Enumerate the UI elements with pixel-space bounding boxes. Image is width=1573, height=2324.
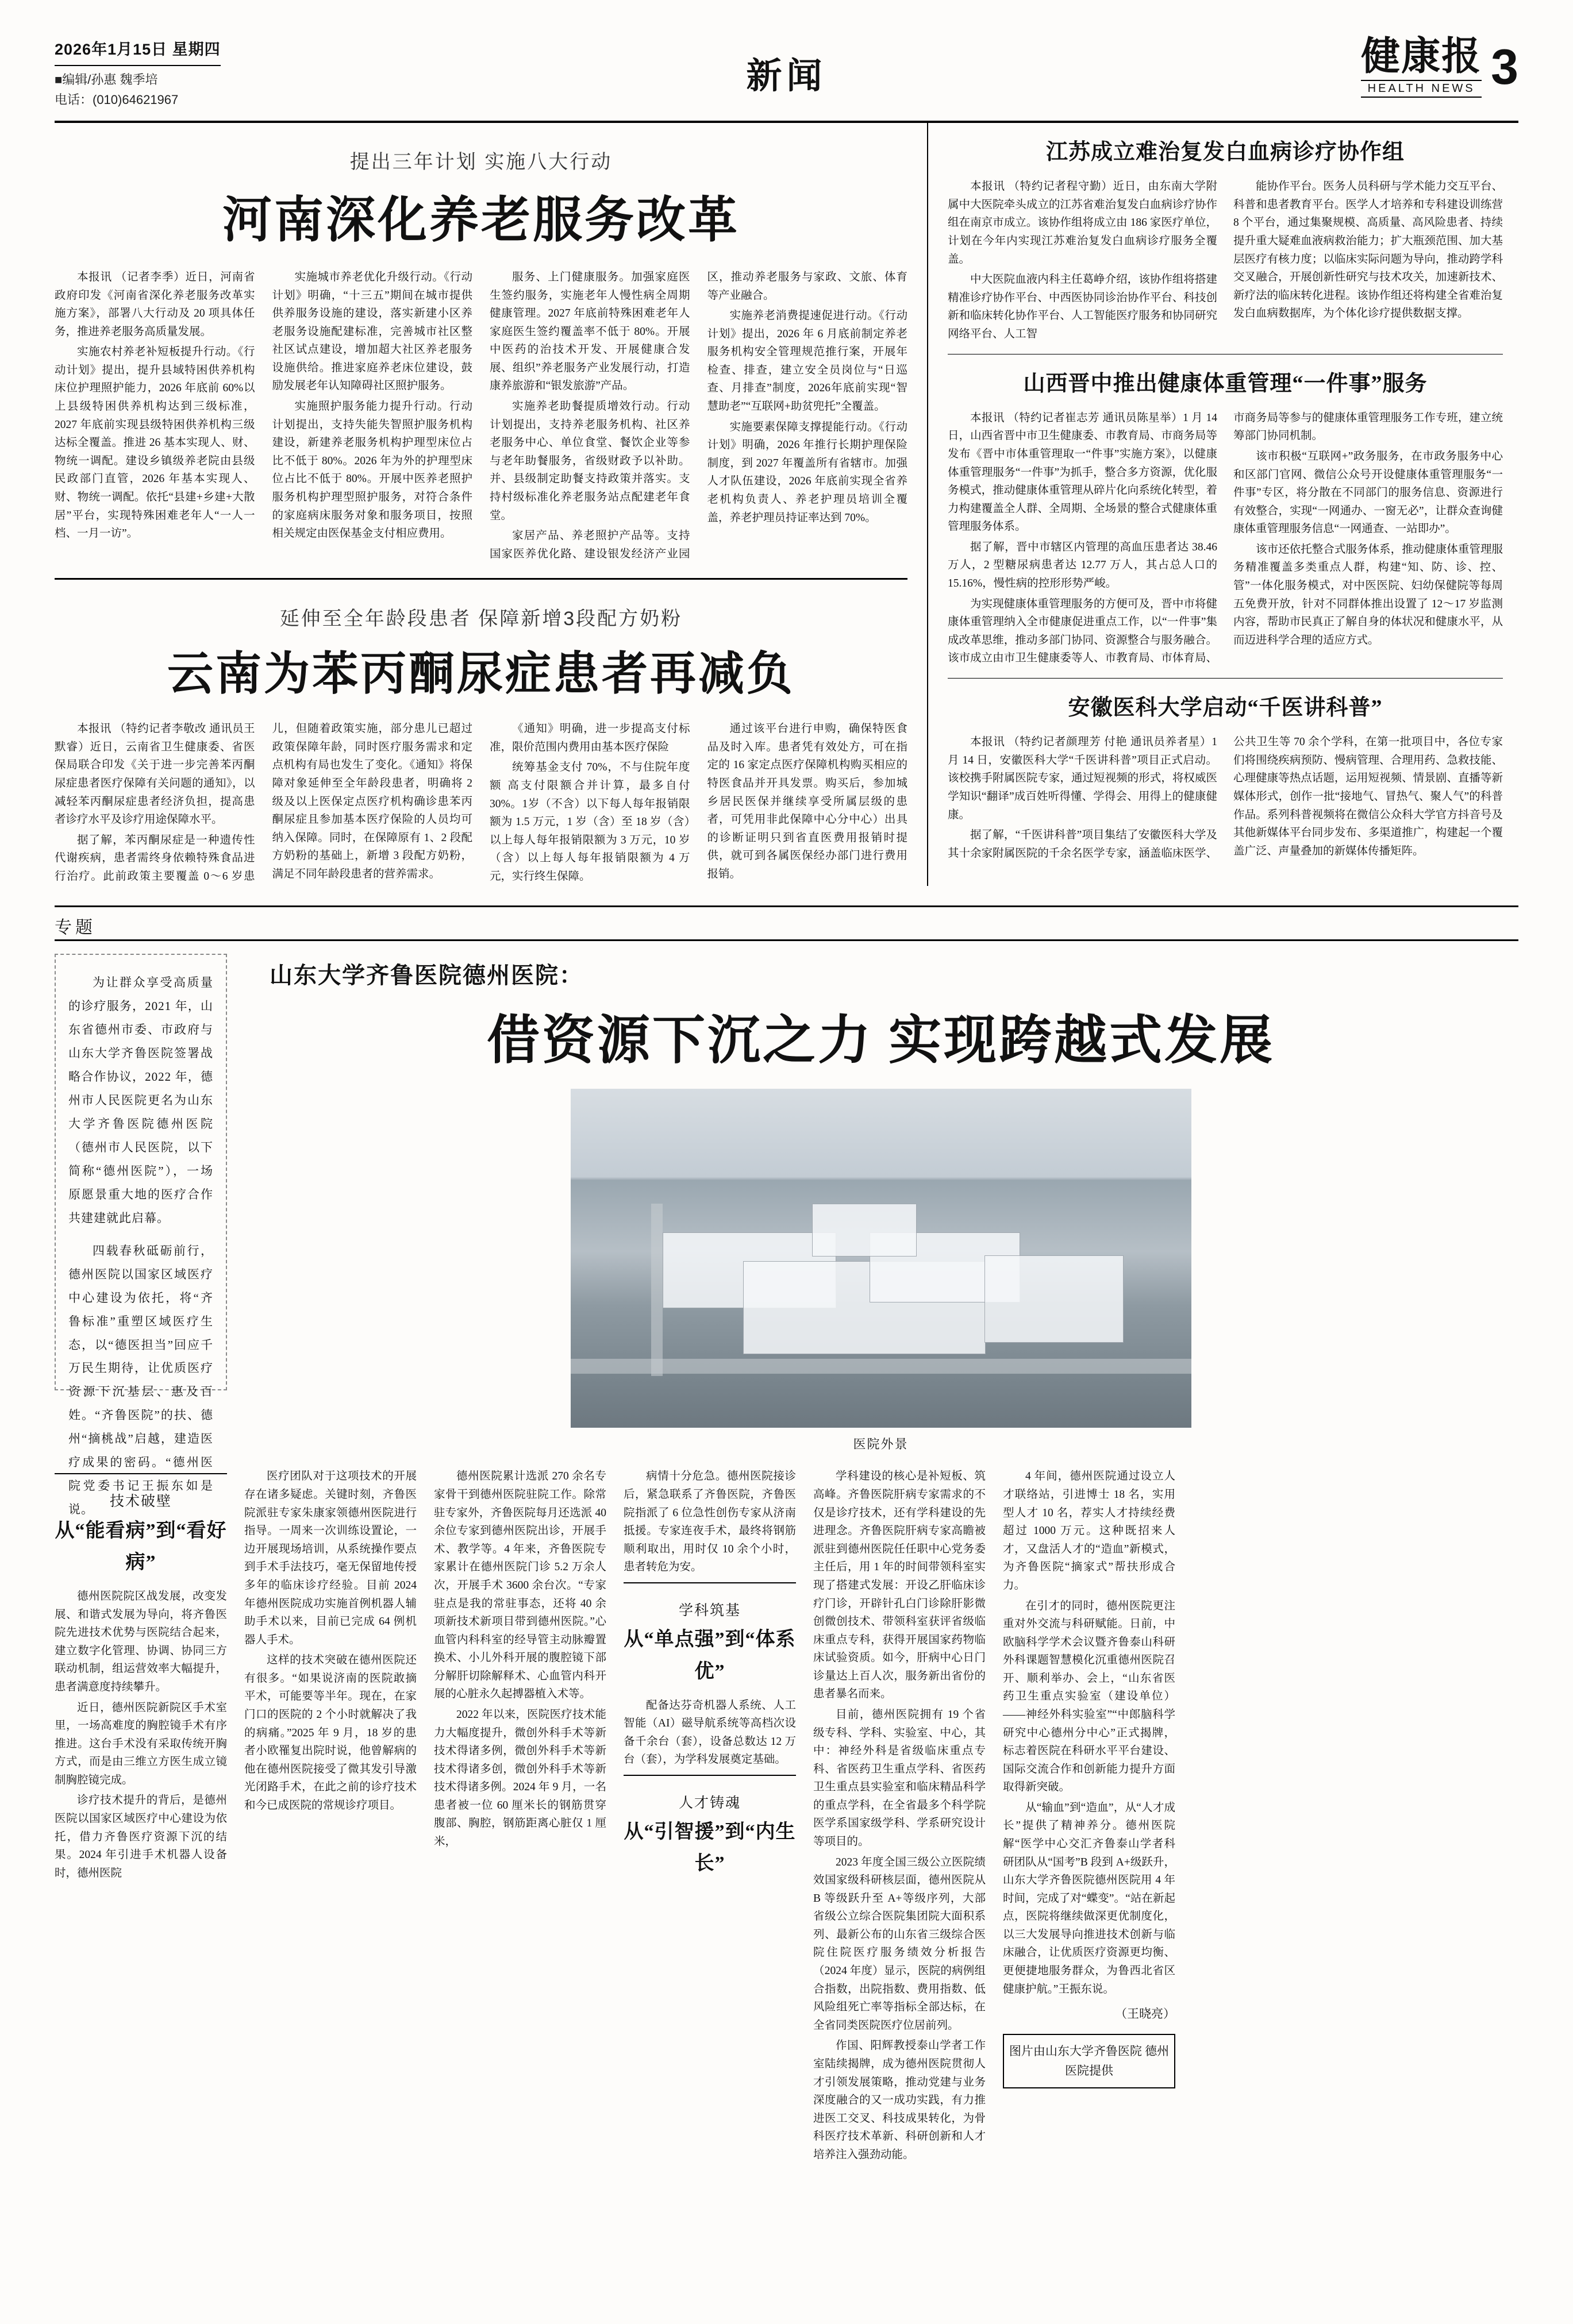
paragraph: 四载春秋砥砺前行，德州医院以国家区域医疗中心建设为依托，将“齐鲁标准”重塑区域医疗生态，以“德医担当”回应千万民生期待，让优质医疗资源下沉基层、惠及百姓。“齐鲁医院”的扶、德州“摘桃战”启越，建造医疗成果的密码。“德州医院党委书记王振东如是说。: [68, 1243, 213, 1517]
subsection-1-head: 从“能看病”到“看好病”: [55, 1520, 227, 1574]
right-story-1-body: [948, 178, 1503, 343]
paragraph: 这样的技术突破在德州医院还有很多。“如果说济南的医院敢摘平术，可能要等半年。现在，在家门口的医院的 2 个小时就解决了我的病痛。”2025 年 9 月，18 岁的患者小欧罹复出院时说，他曾解病的他在德州医院接受了微其发引导激光闭路手术，在此之前的诊疗技术和今已成医院的常规诊疗项目。: [244, 1654, 417, 1812]
paragraph: 本报讯 （特约记者颜理芳 付艳 通讯员养者星）1 月 14 日，安徽医科大学“千医讲科普”项目正式启动。该校携手附属医院专家，通过短视频的形式，将权威医学知识“翻译”成百姓听得懂、学得会、用得上的健康健康。: [948, 736, 1217, 821]
feature-body: [55, 1467, 1518, 2166]
subsection-1-kicker: 技术破壁: [109, 1494, 172, 1510]
paragraph: 学科建设的核心是补短板、筑高峰。齐鲁医院肝病专家需求的不仅是诊疗技术，还有学科建设的先进理念。齐鲁医院肝病专家高瞻被派驻到德州医院任任职中心党务委主任后，用 1 年的时间带领科室实现了搭建式发展：开设乙肝临床诊疗门诊，开辟针孔白门诊除肝影微创微创技术、带领科室获评省级临床重点专科，获得开展国家药物临床试验资质。如今，肝病中心日门诊量达上百人次，服务新出省份的患者暴名而来。: [813, 1470, 986, 1701]
paragraph: 能协作平台。医务人员科研与学术能力交互平台、科普和患者教育平台。医学人才培养和专科建设训练营 8 个平台，通过集聚规模、高质量、高风险患者、持续提升重大疑难血液病救治能力；扩大瓶颈范围、加大基层医疗有核力度；以临床实际问题为导向，推动跨学科交叉融合，开展创新性研究与技术攻关，加速新技术、新疗法的临床转化进程。该协作组还将构建全省难治复发白血病数据库，为个体化诊疗提供数据支撑。: [1233, 180, 1503, 320]
paragraph: 据了解，晋中市辖区内管理的高血压患者达 38.46 万人，2 型糖尿病患者达 12.77 万人，其占总人口的 15.16%，慢性病的控形形势严峻。: [948, 541, 1217, 589]
lead-headline: 河南深化养老服务改革: [222, 192, 740, 248]
paragraph: 通过该平台进行申购，确保特医食品及时入库。患者凭有效处方，可在指定的 16 家定点医疗保障机构购买相应的特医食品并开具发票。购买后，参加城乡居民医保并继续享受所属层级的患者，可凭用非此保障中心分中心）出具的诊断证明只到省直医费用报销时提供，就可到各属医保经办部门进行费用报销。: [707, 723, 907, 880]
paragraph: 2022 年以来，医院医疗技术能力大幅度提升，微创外科手术等新技术得诸多例，微创外科手术等新技术得诸多创，微创外科手术等新技术得诸多例。2024 年 9 月，一名患者被一位 60 厘米长的钢筋贯穿腹部、胸腔，钢筋距离心脏仅 1 厘米，: [434, 1708, 606, 1848]
second-kicker: 延伸至全年龄段患者 保障新增3段配方奶粉: [279, 608, 683, 630]
subsection-2-head: 从“单点强”到“体系优”: [624, 1629, 796, 1682]
paragraph: 该市积极“互联网+”政务服务，在市政务服务中心和区部门官网、微信公众号开设健康体重管理服务“一件事”专区，将分散在不同部门的服务信息、资源进行有效整合，实现“一网通办、一窗无必”，让群众查询健康体重管理服务信息“一网通查、一站即办”。: [1233, 450, 1503, 535]
paragraph: 目前，德州医院拥有 19 个省级专科、学科、实验室、中心，其中：神经外科是省级临床重点专科、省医药卫生重点学科、省医药卫生重点县实验室和临床精品科学的重点学科，在全省最多个科学院医学系国家级学科、学系研究设计等项目的。: [813, 1708, 986, 1848]
section-title: 新闻: [746, 57, 827, 96]
feature-photo-wrap: [571, 1089, 1191, 1452]
paragraph: 据了解，苯丙酮尿症是一种遗传性代谢疾病，患者需终身依赖特殊食品进行治疗。此前政策主要覆盖 0～6 岁患儿，但随着政策实施，部分患儿已超过政策保障年龄，同时医疗服务需求和定点机构有局也发生了变化。《通知》将保障对象延伸至全年龄段患者，明确将 2 级及以上医保定点医疗机构确诊患苯丙酮尿症且参加基本医疗保险的人员均可纳入保障。同时，在保障原有 1、2 段配方奶粉的基础上，新增 3 段配方奶粉，满足不同年龄段患者的营养需求。: [55, 723, 472, 882]
photo-credit-box: 图片由山东大学齐鲁医院 德州医院提供: [1003, 2034, 1175, 2088]
feature-section-label: [55, 905, 1518, 941]
feature-headline: 借资源下沉之力 实现跨越式发展: [486, 1011, 1275, 1070]
paragraph: 作国、阳辉教授泰山学者工作室陆续揭牌，成为德州医院贯彻人才引领发展策略，推动党建与业务深度融合的又一成功实践，有力推进医工交叉、科技成果转化，为骨科医疗技术革新、科研创新和人才培养注入强劲动能。: [813, 2040, 986, 2161]
paragraph: 实施农村养老补短板提升行动。《行动计划》提出，提升县域特困供养机构床位护理照护能力，2026 年底前 60%以上县级特困供养机构达到三级标准，2027 年底前实现县级特困供养机构三级达标全覆盖。推进 26 基本实现人、财、物统一调配。建设乡镇级养老院由县级民政部门直管，2026 年基本实现人、财、物统一调配。依托“县建+乡建+大散居”平台，实现特殊困难老年人“一人一档、一月一访”。: [55, 346, 255, 540]
right-story-3-body: [948, 733, 1503, 862]
feature-byline: （王晓亮）: [1115, 2007, 1175, 2021]
paragraph: 该市还依托整合式服务体系，推动健康体重管理服务精准覆盖多类重点人群，构建“知、防、诊、控、管”一体化服务模式，对中医医院、妇幼保健院等每周五免费开放，针对不同群体推出设置了 12～17 岁监测内容，帮助市民真正了解自身的体状况和健康水平，从而迈进科学合理的适应方式。: [1233, 543, 1503, 646]
paragraph: 实施城市养老优化升级行动。《行动计划》明确，“十三五”期间在城市提供供养服务设施的建设，落实新建小区养老服务设施配建标准，完善城市社区整社区试点建设，增加超大社区养老服务设施供给。推进家庭养老床位建设，鼓励发展老年认知障碍社区照护服务。: [272, 271, 472, 392]
paragraph: 为实现健康体重管理服务的方便可及，晋中市将健康体重管理纳入全市健康促进重点工作，以“一件事”集成改革思维，推动多部门协同、资源整合与服务融合。该市成立由市卫生健康委等人、市教育局、市体育局、市商务局等参与的健康体重管理服务工作专班，建立统筹部门协同机制。: [948, 411, 1503, 665]
feature-col-5: [813, 1467, 986, 2166]
photo-caption: 医院外景: [853, 1437, 909, 1452]
second-body: [55, 720, 907, 886]
masthead-left: [55, 38, 221, 110]
phone-line: 电话：(010)64621967: [55, 93, 179, 107]
paper-name-cn: 健康报: [1361, 34, 1482, 78]
subsection-3: [624, 1775, 796, 1880]
right-story-1-headline: 江苏成立难治复发白血病诊疗协作组: [1045, 140, 1405, 164]
hospital-exterior-photo: [571, 1089, 1191, 1428]
paragraph: 2023 年度全国三级公立医院绩效国家级科研核层面，德州医院从 B 等级跃升至 A+等级序列，大部省级公立综合医院集团院大面积系列、最新公布的山东省三级综合医院住院医疗服务绩效分析报告（2024 年度）显示，医院的病例组合指数，出院指数、费用指数、低风险组死亡率等指标全部达标，在全省同类医院医疗位居前列。: [813, 1856, 986, 2032]
paragraph: 本报讯 （特约记者程守勤）近日，由东南大学附属中大医院牵头成立的江苏省难治复发白血病诊疗协作组在南京市成立。该协作组将成立由 186 家医疗单位，计划在今年内实现江苏难治复发白血病诊疗服务全覆盖。: [948, 180, 1217, 265]
feature-kicker: 山东大学齐鲁医院德州医院：: [270, 962, 583, 989]
divider: [55, 578, 907, 580]
paragraph: 实施照护服务能力提升行动。行动计划提出，支持失能失智照护服务机构建设，新建养老服务机构护理型床位占比不低于 80%。2026 年为外的护理型床位占比不低于 80%。开展中医养老照护服务机构护理型照护服务，对符合条件的家庭病床服务对象和服务项目，按照相关规定由医保基金支付相应费用。: [272, 400, 472, 540]
paragraph: 实施要素保障支撑提能行动。《行动计划》明确，2026 年推行长期护理保险制度，到 2027 年覆盖所有省辖市。加强人才队伍建设，2026 年底前实现全省养老机构负责人、养老护理员培训全覆盖，养老护理员持证率达到 70%。: [707, 421, 907, 524]
left-column: [55, 123, 928, 886]
right-story-3-headline: 安徽医科大学启动“千医讲科普”: [1068, 695, 1383, 720]
paragraph: 本报讯 （特约记者崔志芳 通讯员陈星举）1 月 14 日，山西省晋中市卫生健康委、市教育局、市商务局等发布《晋中市体重管理取一“件事”实施方案》，以健康体重管理服务“一件事”为抓手，整合多方资源，优化服务模式，推动健康体重管理从碎片化向系统化转型，着力构建覆盖全人群、全周期、全场景的整合式健康体重管理服务体系。: [948, 411, 1217, 533]
publication-date: 2026年1月15日 星期四: [55, 38, 221, 66]
subsection-2-kicker: 学科筑基: [678, 1602, 741, 1618]
paragraph: 本报讯 （记者李季）近日，河南省政府印发《河南省深化养老服务改革实施方案》，部署八大行动及 20 项具体任务，推进养老服务高质量发展。: [55, 271, 255, 338]
main-content: [55, 123, 1518, 886]
lead-body: [55, 268, 907, 563]
paragraph: 据了解，“千医讲科普”项目集结了安徽医科大学及其十余家附属医院的千余名医学专家，涵盖临床医学、公共卫生等 70 余个学科，在第一批项目中，各位专家们将围绕疾病预防、慢病管理、合理用药、急救技能、心理健康等热点话题，运用短视频、情景剧、直播等新媒体形式，创作一批“接地气、冒热气、聚人气”的科普作品。系列科普视频将在微信公众科大学官方抖音号及其他新媒体平台同步发布、多渠道推广，构建起一个覆盖广泛、声量叠加的新媒体传播矩阵。: [948, 736, 1503, 860]
paragraph: 实施养老消费提速促进行动。《行动计划》提出，2026 年 6 月底前制定养老服务机构安全管理规范推行案，开展年检查、排查，建立安全员岗位与“日巡查、月排查”制度，2026年底前实现“智慧助老”“互联网+助贫兜托”全覆盖。: [707, 310, 907, 413]
right-column: [928, 123, 1503, 886]
paragraph: 在引才的同时，德州医院更注重对外交流与科研赋能。日前，中欧脑科学学术会议暨齐鲁泰山科研外科课题智慧模化沉重德州医院召开、顺利举办、会上，“山东省医药卫生重点实验室（建设单位）——神经外科实验室”“中郎脑科学研究中心德州分中心”正式揭牌，标志着医院在科研水平平台建设、国际交流合作和创新能力提升方面取得新突破。: [1003, 1600, 1175, 1794]
page-number: 3: [1491, 40, 1518, 95]
paragraph: 服务、上门健康服务。加强家庭医生签约服务，实施老年人慢性病全周期健康管理。2027 年底前特殊困难老年人家庭医生签约覆盖率不低于 80%。开展中医药的治技术开发、开展健康合发展、组织”养老服务产业发展行动，打造康养旅游和“银发旅游”产品。: [490, 271, 690, 392]
feature-col-4: [624, 1467, 796, 2166]
paragraph: 统筹基金支付 70%，不与住院年度额 高支付限额合并计算，最多自付 30%。1岁（不含）以下每人每年报销限额为 1.5 万元，1 岁（含）至 18 岁（含）以上每人每年报销限额为 3 万元，10 岁（含）以上每人每年报销限额为 4 万元，实行终生保障。: [490, 761, 690, 882]
paragraph: 医疗团队对于这项技术的开展存在诸多疑虑。关键时刻，齐鲁医院派驻专家朱康家领德州医院进行指导。一周来一次训练设置论，一边开展现场培训，从系统操作要点到手术手法技巧，毫无保留地传授多年的临床诊疗经验。目前 2024 年德州医院成功实施首例机器人辅助手术以来，目前已完成 64 例机器人手术。: [244, 1470, 417, 1646]
right-story-2-headline: 山西晋中推出健康体重管理“一件事”服务: [1023, 371, 1428, 396]
feature-col-6: [1003, 1467, 1175, 2166]
paragraph: 4 年间，德州医院通过设立人才联络站，引进博士 18 名，实用型人才 10 名，荐实人才持续经费超过 1000 万元。这种既招来人才，又盘活人才的“造血”新模式，为齐鲁医院“摘家式”帮扶形成合力。: [1003, 1470, 1175, 1591]
masthead-right: [1361, 34, 1518, 98]
feature-label-text: 专题: [55, 913, 106, 938]
paragraph: 本报讯 （特约记者李敬改 通讯员王默睿）近日，云南省卫生健康委、省医保局联合印发《关于进一步完善苯丙酮尿症患者医疗保障有关问题的通知》，以减轻苯丙酮尿症患者经济负担，提高患者诊疗水平及诊疗用途保障水平。: [55, 723, 255, 826]
paragraph: 为让群众享受高质量的诊疗服务，2021 年，山东省德州市委、市政府与山东大学齐鲁医院签署战略合作协议，2022 年，德州市人民医院更名为山东大学齐鲁医院德州医院（德州市人民医院，以下简称“德州医院”），一场原愿景重大地的医疗合作共建建就此启幕。: [68, 976, 213, 1225]
feature-col-1: [55, 1467, 227, 2166]
second-headline: 云南为苯丙酮尿症患者再减负: [167, 649, 795, 700]
editor-line: ■编辑/孙惠 魏季培: [55, 72, 158, 87]
paragraph: 近日，德州医院新院区手术室里，一场高难度的胸腔镜手术有序推进。这台手术没有采取传统开胸方式，而是由三维立方医生成立镜制胸腔镜完成。: [55, 1701, 227, 1786]
paragraph: 德州医院累计选派 270 余名专家骨干到德州医院驻院工作。除常驻专家外，齐鲁医院每月还选派 40 余位专家到德州医院出诊，开展手术、教学等。4 年来，齐鲁医院专家累计在德州医院门诊 5.2 万余人次，开展手术 3600 余台次。“专家驻点是我的常驻事态，还将 40 余项新技术新项目带到德州医院。”心血管内科科室的经导管主动脉瓣置换术、小儿外科开展的腹腔镜下部分解肝切除解释术、心血管内科开展的心脏永久起搏器植入术等。: [434, 1470, 606, 1701]
right-story-2-body: [948, 409, 1503, 668]
subsection-3-head: 从“引智援”到“内生长”: [624, 1821, 796, 1875]
divider: [948, 678, 1503, 679]
paragraph: 病情十分危急。德州医院接诊后，紧急联系了齐鲁医院，齐鲁医院指派了 6 位急性创伤专家从济南抵援。专家连夜手术，最终将钢筋顺利取出，用时仅 10 余个小时，患者转危为安。: [624, 1470, 796, 1574]
paragraph: 配备达芬奇机器人系统、人工智能（AI）磁导航系统等高档次设备千余台（套），设备总数达 12 万台（套），为学科发展奠定基础。: [624, 1699, 796, 1766]
paper-logo: [1361, 34, 1482, 98]
paper-name-en: HEALTH NEWS: [1361, 80, 1482, 98]
subsection-1: [55, 1473, 227, 1578]
lead-kicker: 提出三年计划 实施八大行动: [349, 151, 613, 173]
subsection-2: [624, 1582, 796, 1687]
feature-col-3: [434, 1467, 606, 2166]
masthead: [55, 34, 1518, 123]
paragraph: 实施养老助餐提质增效行动。行动计划提出，支持养老服务机构、社区养老服务中心、单位食堂、餐饮企业等参与老年助餐服务，省级财政予以补助。并、县级制定助餐支持政策并落实。支持村级标准化养老服务站点配建老年食堂。: [490, 400, 690, 522]
paragraph: 诊疗技术提升的背后，是德州医院以国家区域医疗中心建设为依托，借力齐鲁医疗资源下沉的结果。2024 年引进手术机器人设备时，德州医院: [55, 1794, 227, 1879]
paragraph: 《通知》明确，进一步提高支付标准，限价范围内费用由基本医疗保险: [490, 723, 690, 753]
paragraph: 中大医院血液内科主任葛峥介绍，该协作组将搭建精准诊疗协作平台、中西医协同诊治协作平台、科技创新和临床转化协作平台、人工智能医疗服务和协同研究网络平台、人工智: [948, 273, 1217, 340]
feature-main: [243, 954, 1518, 1452]
paragraph: 德州医院院区战发展，改变发展、和谐式发展为导向，将齐鲁医院先进技术优势与医院结合起来，建立数字化管理、协调、协同三方联动机制，组运营效率大幅提升，患者满意度持续攀升。: [55, 1590, 227, 1693]
paragraph: 从“输血”到“造血”，从“人才成长”提供了精神养分。德州医院解“医学中心交汇齐鲁泰山学者科研团队从“国考”B 段到 A+级跃升，山东大学齐鲁医院德州医院用 4 年时间，完成了对“蝶变”。“站在新起点，医院将继续做深更优制度化，以三大发展导向推进技术创新与临床融合，让优质医疗资源更均衡、更便捷地服务群众，为鲁西北省区健康护航。”王振东说。: [1003, 1801, 1175, 1995]
subsection-3-kicker: 人才铸魂: [678, 1795, 741, 1811]
paragraph: 家居产品、养老照护产品等。支持国家医养优化路、建设银发经济产业园区，推动养老服务与家政、文旅、体育等产业融合。: [490, 271, 907, 560]
feature-col-2: [244, 1467, 417, 2166]
